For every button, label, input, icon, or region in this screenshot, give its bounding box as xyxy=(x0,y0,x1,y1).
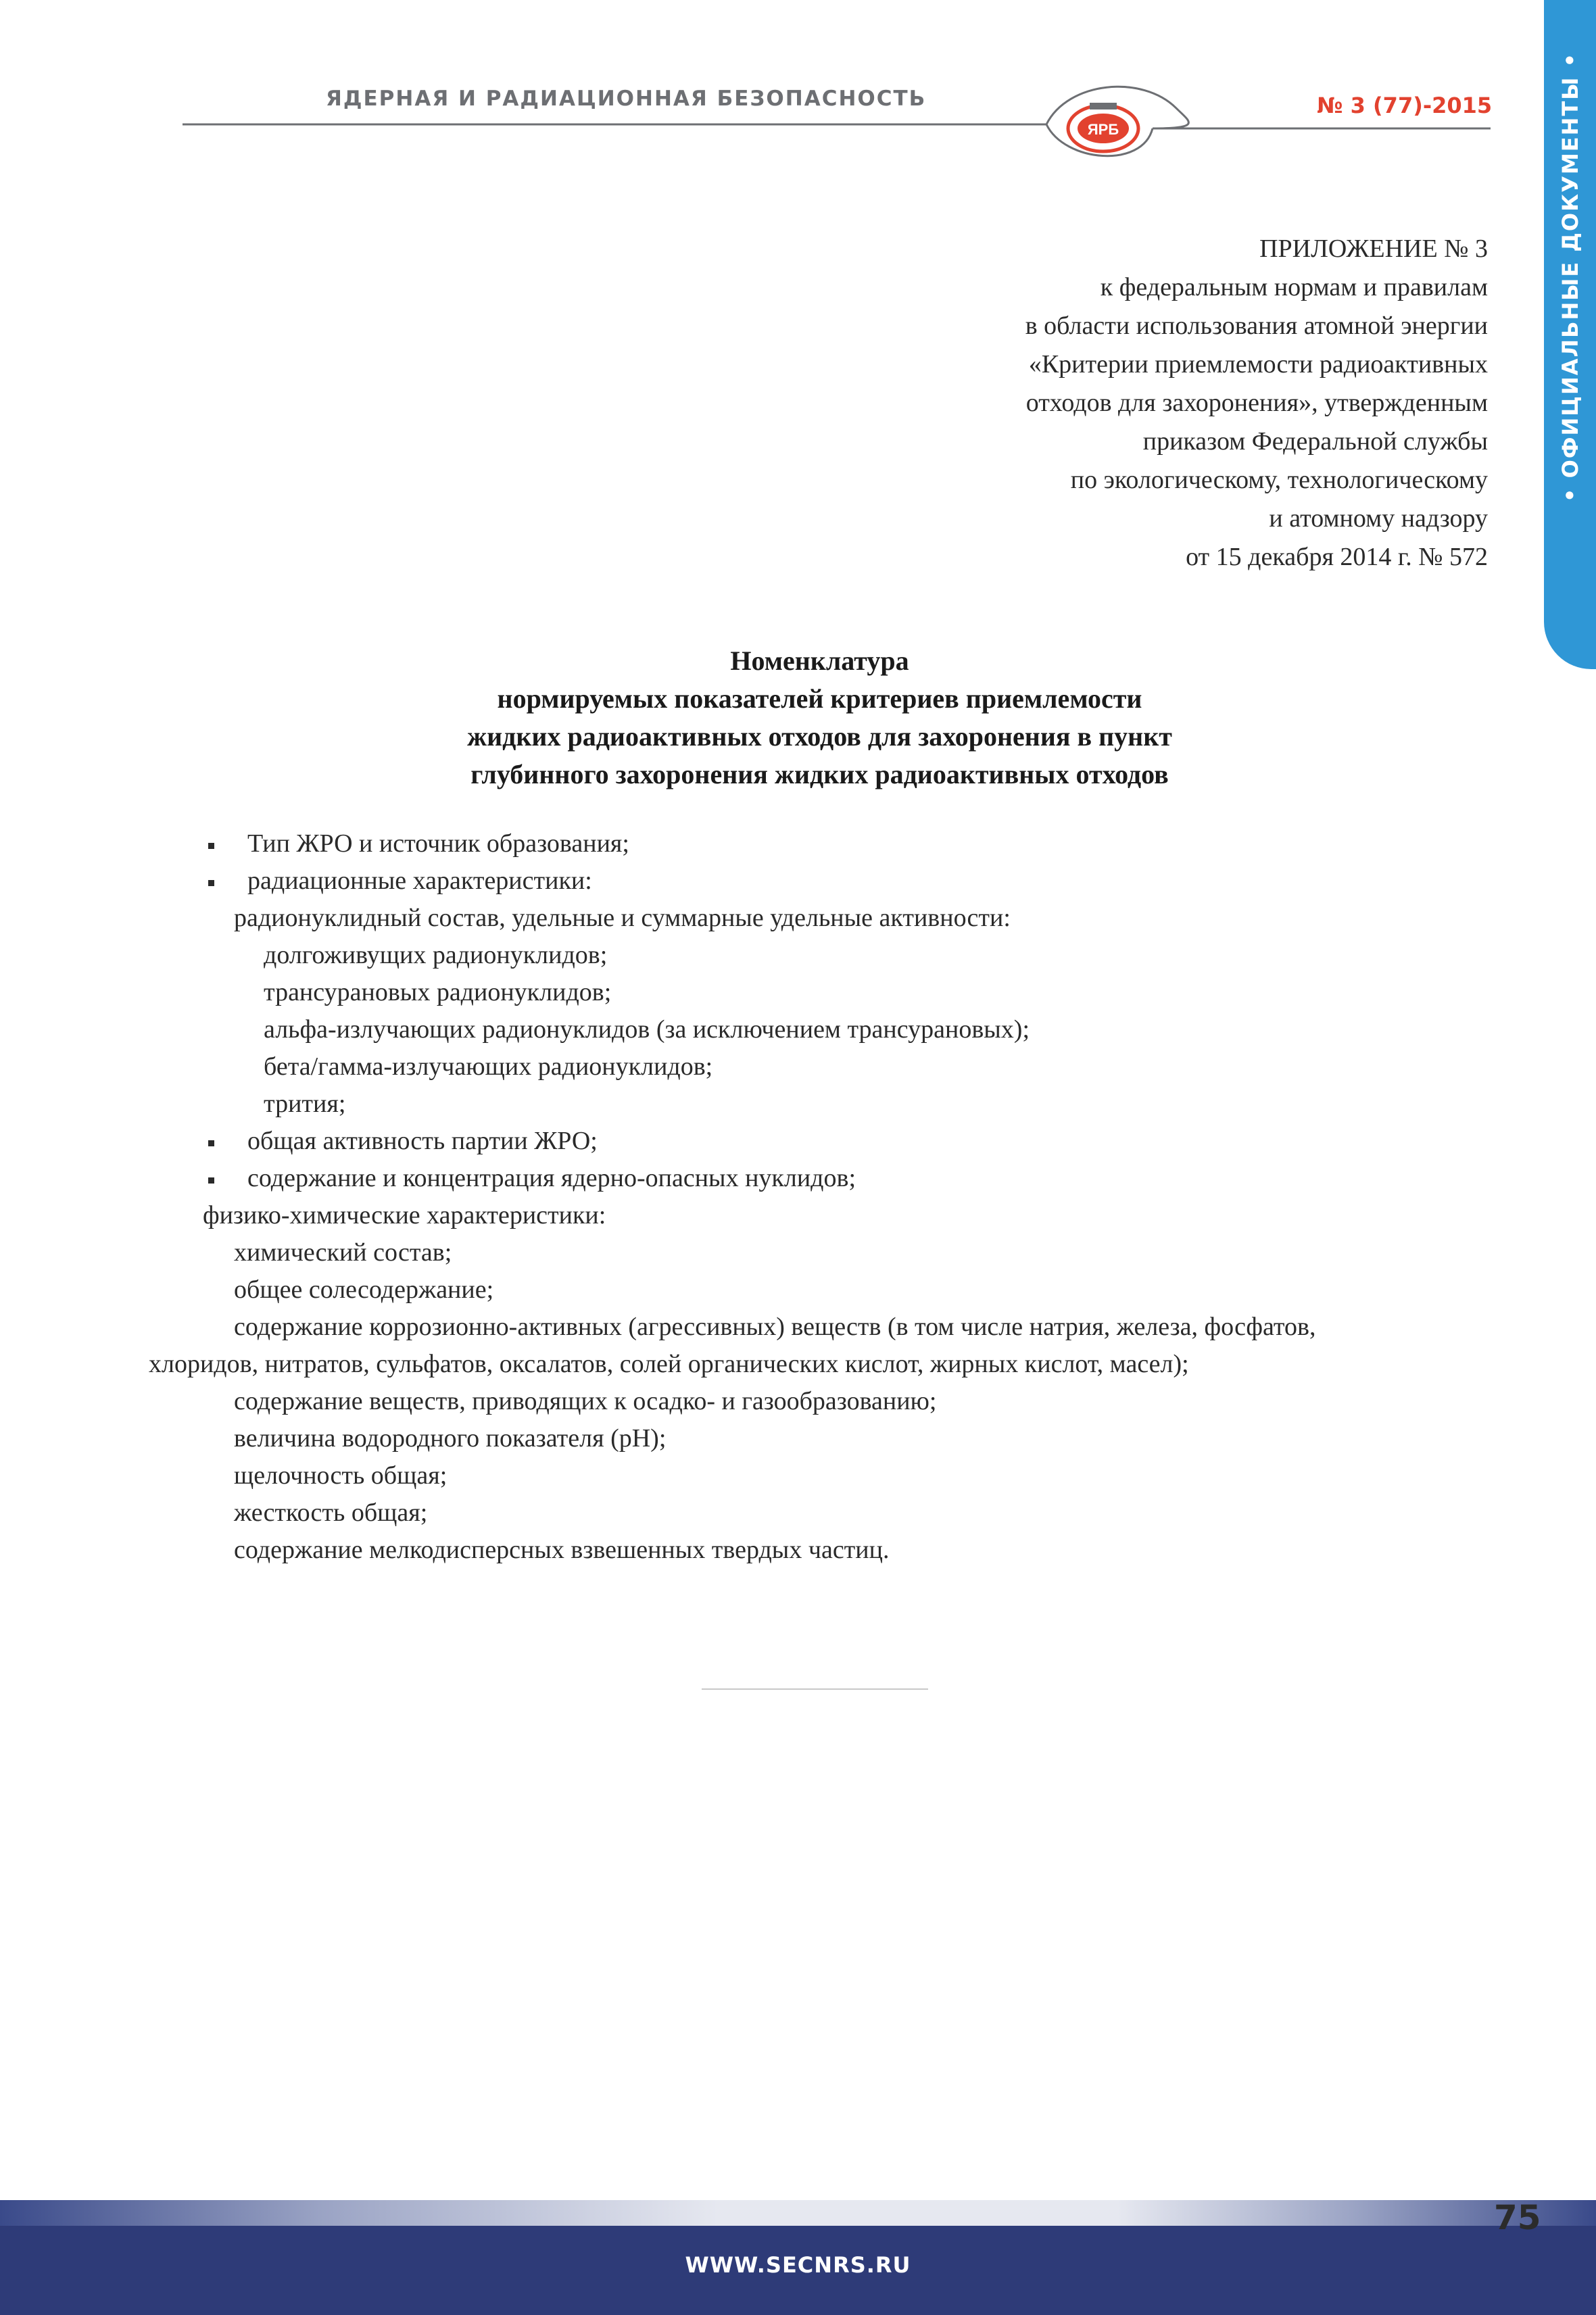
list-item: физико-химические характеристики: xyxy=(203,1201,606,1229)
list-item: трития; xyxy=(264,1090,346,1118)
appendix-line: к федеральным нормам и правилам xyxy=(1100,273,1488,301)
list-item: жесткость общая; xyxy=(234,1498,428,1527)
list-item: общая активность партии ЖРО; xyxy=(247,1127,598,1155)
appendix-line: отходов для захоронения», утвержденным xyxy=(1025,389,1488,417)
list-item: Тип ЖРО и источник образования; xyxy=(247,829,629,858)
list-item: щелочность общая; xyxy=(234,1461,448,1490)
list-item: долгоживущих радионуклидов; xyxy=(264,941,608,969)
page-number: 75 xyxy=(1494,2198,1541,2237)
list-item: химический состав; xyxy=(234,1238,452,1267)
appendix-line: «Критерии приемлемости радиоактивных xyxy=(1028,350,1488,379)
appendix-line: от 15 декабря 2014 г. № 572 xyxy=(1186,543,1488,571)
list-item: содержание мелкодисперсных взвешенных твердых частиц. xyxy=(234,1536,890,1564)
list-item: альфа-излучающих радионуклидов (за исключением трансурановых); xyxy=(264,1015,1030,1044)
appendix-line: и атомному надзору xyxy=(1269,504,1488,533)
list-item: содержание веществ, приводящих к осадко- и газообразованию; xyxy=(234,1387,937,1415)
list-item: величина водородного показателя (pH); xyxy=(234,1424,667,1453)
bullet-marker xyxy=(208,1140,214,1146)
end-separator xyxy=(702,1688,928,1690)
list-item: хлоридов, нитратов, сульфатов, оксалатов, солей органических кислот, жирных кислот, масел); xyxy=(149,1350,1189,1378)
list-item: содержание коррозионно-активных (агрессивных) веществ (в том числе натрия, железа, фосфатов, xyxy=(234,1313,1316,1341)
issue-number: № 3 (77)-2015 xyxy=(1317,93,1493,118)
list-item: содержание и концентрация ядерно-опасных нуклидов; xyxy=(247,1164,856,1192)
bullet-marker xyxy=(208,843,214,849)
title-line: Номенклатура xyxy=(730,645,909,676)
footer-website-link[interactable]: WWW.SECNRS.RU xyxy=(685,2252,911,2278)
bullet-marker xyxy=(208,880,214,886)
list-item: трансурановых радионуклидов; xyxy=(264,978,612,1006)
section-tab-label: • ОФИЦИАЛЬНЫЕ ДОКУМЕНТЫ • xyxy=(1557,51,1584,503)
journal-title: ЯДЕРНАЯ И РАДИАЦИОННАЯ БЕЗОПАСНОСТЬ xyxy=(326,87,927,111)
title-line: жидких радиоактивных отходов для захоронения в пункт xyxy=(467,721,1172,752)
appendix-line: по экологическому, технологическому xyxy=(1070,466,1488,494)
appendix-heading: ПРИЛОЖЕНИЕ № 3 xyxy=(1259,235,1488,263)
document-title xyxy=(0,642,1596,794)
title-line: нормируемых показателей критериев приемлемости xyxy=(497,683,1142,714)
list-item: общее солесодержание; xyxy=(234,1275,494,1304)
list-item: радионуклидный состав, удельные и суммарные удельные активности: xyxy=(234,904,1011,932)
list-item: бета/гамма-излучающих радионуклидов; xyxy=(264,1052,713,1081)
appendix-line: в области использования атомной энергии xyxy=(1025,312,1488,340)
bullet-marker xyxy=(208,1177,214,1184)
title-line: глубинного захоронения жидких радиоактивных отходов xyxy=(470,759,1169,789)
logo-text: ЯРБ xyxy=(1087,121,1119,138)
appendix-line: приказом Федеральной службы xyxy=(1142,427,1488,456)
appendix-reference xyxy=(1025,230,1488,577)
list-item: радиационные характеристики: xyxy=(247,867,592,895)
